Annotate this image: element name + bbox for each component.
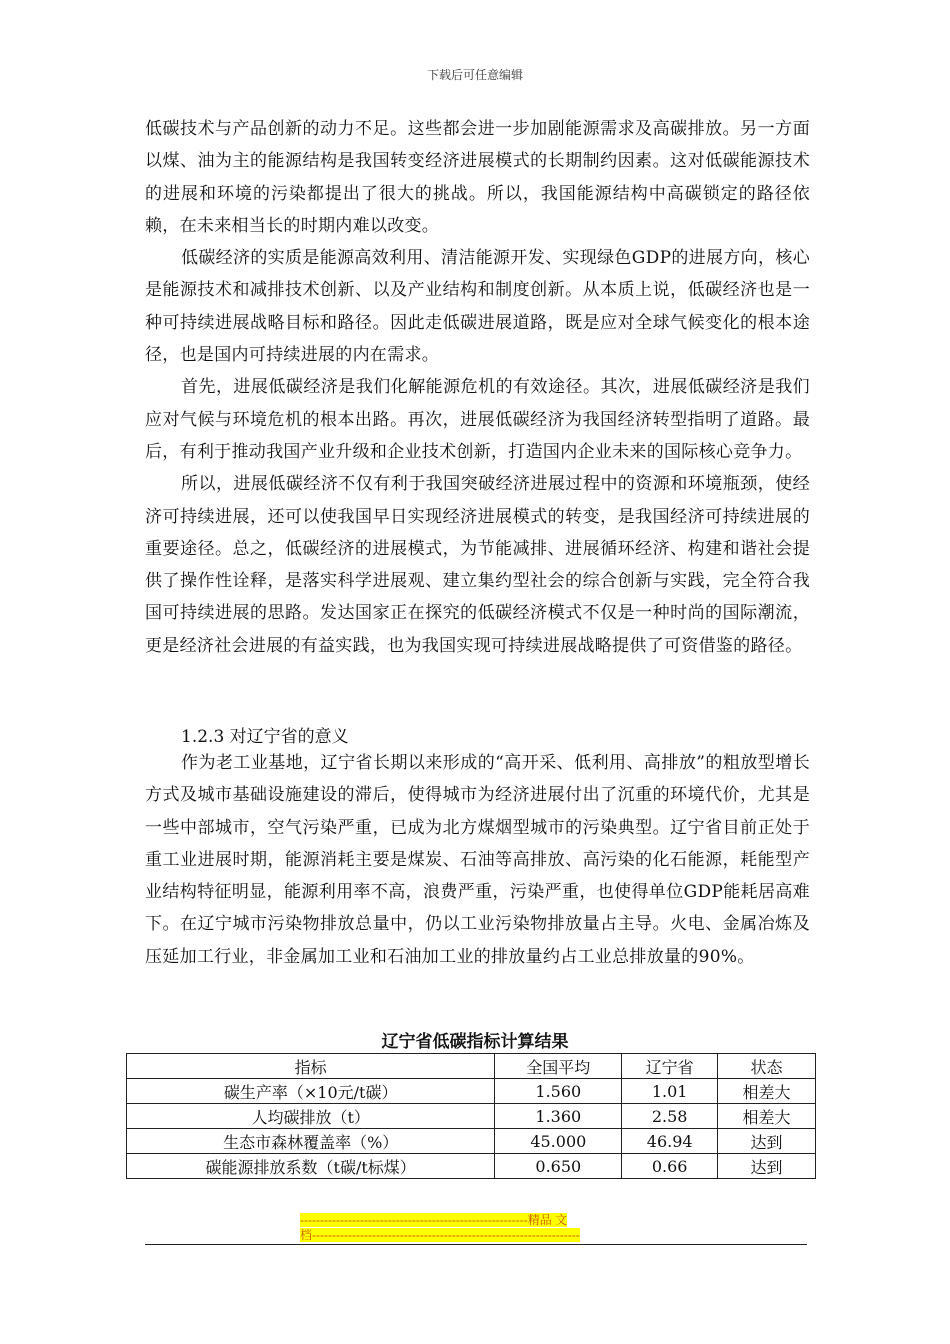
table-header-row bbox=[127, 1054, 816, 1079]
footer-divider bbox=[145, 1244, 807, 1245]
footer-watermark bbox=[300, 1213, 650, 1243]
table-cell: 达到 bbox=[718, 1154, 816, 1179]
table-cell: 45.000 bbox=[495, 1129, 622, 1154]
table-cell: 1.01 bbox=[622, 1079, 718, 1104]
table-cell: 2.58 bbox=[622, 1104, 718, 1129]
paragraph: 低碳经济的实质是能源高效利用、清洁能源开发、实现绿色GDP的进展方向，核心是能源技术和减排技术创新、以及产业结构和制度创新。从本质上说，低碳经济也是一种可持续进展战略目标和路径。因此走低碳进展道路，既是应对全球气候变化的根本途径，也是国内可持续进展的内在需求。 bbox=[145, 248, 810, 366]
table-row bbox=[127, 1079, 816, 1104]
table-cell: 相差大 bbox=[718, 1104, 816, 1129]
table-title: 辽宁省低碳指标计算结果 bbox=[381, 1032, 569, 1052]
table-cell: 46.94 bbox=[622, 1129, 718, 1154]
section-heading: 1.2.3 对辽宁省的意义 bbox=[181, 727, 349, 747]
table-cell: 1.360 bbox=[495, 1104, 622, 1129]
table-row bbox=[127, 1154, 816, 1179]
paragraph: 作为老工业基地，辽宁省长期以来形成的“高开采、低利用、高排放”的粗放型增长方式及城市基础设施建设的滞后，使得城市为经济进展付出了沉重的环境代价，尤其是一些中部城市，空气污染严重，已成为北方煤烟型城市的污染典型。辽宁省目前正处于重工业进展时期，能源消耗主要是煤炭、石油等高排放、高污染的化石能源，耗能型产业结构特征明显，能源利用率不高，浪费严重，污染严重，也使得单位GDP能耗居高难下。在辽宁城市污染物排放总量中，仍以工业污染物排放量占主导。火电、金属冶炼及压延加工行业，非金属加工业和石油加工业的排放量约占工业总排放量的90%。 bbox=[145, 753, 810, 967]
footer-line-1: ---------------------------------------------------------精品 文 bbox=[300, 1213, 568, 1227]
table-cell: 碳生产率（×10元/t碳） bbox=[127, 1079, 495, 1104]
table-cell: 人均碳排放（t） bbox=[127, 1104, 495, 1129]
page-header: 下载后可任意编辑 bbox=[426, 68, 523, 82]
table-cell: 生态市森林覆盖率（%） bbox=[127, 1129, 495, 1154]
table-row bbox=[127, 1104, 816, 1129]
footer-line-2: 档------------------------------------------------------------------- bbox=[300, 1228, 580, 1242]
table-cell: 碳能源排放系数（t碳/t标煤） bbox=[127, 1154, 495, 1179]
table-row bbox=[127, 1129, 816, 1154]
section-body bbox=[145, 747, 810, 973]
column-header: 辽宁省 bbox=[622, 1054, 718, 1079]
body-text bbox=[145, 113, 810, 662]
table-cell: 1.560 bbox=[495, 1079, 622, 1104]
table-cell: 相差大 bbox=[718, 1079, 816, 1104]
table-cell: 0.650 bbox=[495, 1154, 622, 1179]
results-table bbox=[126, 1053, 816, 1179]
paragraph: 所以，进展低碳经济不仅有利于我国突破经济进展过程中的资源和环境瓶颈，使经济可持续进展，还可以使我国早日实现经济进展模式的转变，是我国经济可持续进展的重要途径。总之，低碳经济的进展模式，为节能减排、进展循环经济、构建和谐社会提供了操作性诠释，是落实科学进展观、建立集约型社会的综合创新与实践，完全符合我国可持续进展的思路。发达国家正在探究的低碳经济模式不仅是一种时尚的国际潮流，更是经济社会进展的有益实践，也为我国实现可持续进展战略提供了可资借鉴的路径。 bbox=[145, 474, 810, 656]
table-cell: 0.66 bbox=[622, 1154, 718, 1179]
column-header: 全国平均 bbox=[495, 1054, 622, 1079]
column-header: 指标 bbox=[127, 1054, 495, 1079]
table-cell: 达到 bbox=[718, 1129, 816, 1154]
column-header: 状态 bbox=[718, 1054, 816, 1079]
paragraph: 低碳技术与产品创新的动力不足。这些都会进一步加剧能源需求及高碳排放。另一方面以煤、油为主的能源结构是我国转变经济进展模式的长期制约因素。这对低碳能源技术的进展和环境的污染都提出了很大的挑战。所以，我国能源结构中高碳锁定的路径依赖，在未来相当长的时期内难以改变。 bbox=[145, 119, 810, 236]
paragraph: 首先，进展低碳经济是我们化解能源危机的有效途径。其次，进展低碳经济是我们应对气候与环境危机的根本出路。再次，进展低碳经济为我国经济转型指明了道路。最后，有利于推动我国产业升级和企业技术创新，打造国内企业未来的国际核心竞争力。 bbox=[145, 377, 810, 462]
